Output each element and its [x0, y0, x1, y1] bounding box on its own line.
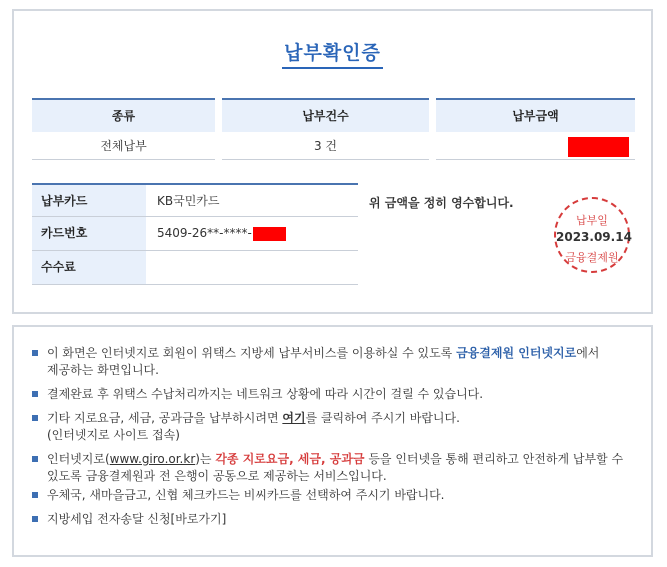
receipt-title: [14, 38, 651, 65]
summary-header-amount: 납부금액: [436, 98, 635, 132]
notice-item-5: [32, 487, 633, 504]
card-number-label: 카드번호: [32, 217, 146, 250]
notice-4-highlight: 각종 지로요금, 세금, 공과금: [215, 452, 365, 466]
notice-list: [32, 345, 633, 528]
amount-redaction: [568, 137, 629, 157]
summary-value-type: 전체납부: [32, 132, 215, 160]
card-value: KB국민카드: [157, 194, 220, 208]
card-info-table: [32, 183, 358, 285]
notice-4-text-mid: )는: [195, 452, 216, 466]
summary-col-count: [222, 98, 429, 160]
notice-item-2: [32, 386, 633, 403]
summary-value-count: 3 건: [222, 132, 429, 160]
fee-value: [146, 251, 358, 284]
giro-site-link[interactable]: 여기: [282, 411, 306, 425]
summary-value-amount: [436, 132, 635, 160]
stamp-date: 2023.09.14: [556, 230, 632, 244]
card-number-redaction: [253, 227, 286, 241]
summary-header-type: 종류: [32, 98, 215, 132]
bullet-icon: [32, 391, 38, 397]
receipt-confirmation-text: 위 금액을 정히 영수합니다.: [369, 196, 514, 210]
notice-5-text: 우체국, 새마을금고, 신협 체크카드는 비씨카드를 선택하여 주시기 바랍니다.: [47, 488, 445, 502]
notice-item-3: [32, 410, 633, 444]
notice-4-text-end: 등을 인터넷을 통해 편리하고 안전하게 납부할 수: [364, 452, 624, 466]
bullet-icon: [32, 456, 38, 462]
e-delivery-link[interactable]: 지방세입 전자송달 신청[바로가기]: [47, 512, 227, 526]
notice-1-highlight: 금융결제원 인터넷지로: [456, 346, 577, 360]
receipt-title-text: 납부확인증: [282, 42, 383, 69]
card-row-number: [32, 217, 358, 251]
bullet-icon: [32, 492, 38, 498]
card-label: 납부카드: [32, 185, 146, 216]
notice-4-text: 인터넷지로(: [47, 452, 110, 466]
notice-panel: [12, 325, 653, 557]
payment-receipt-panel: [12, 9, 653, 314]
notice-3-text-end: 를 클릭하여 주시기 바랍니다.: [305, 411, 460, 425]
stamp-label: 납부일: [576, 214, 608, 227]
payment-date-stamp: [554, 197, 630, 273]
notice-1-text: 이 화면은 인터넷지로 회원이 위택스 지방세 납부서비스를 이용하실 수 있도록: [47, 346, 457, 360]
card-row-fee: [32, 251, 358, 285]
card-row-card: [32, 183, 358, 217]
giro-url-link[interactable]: www.giro.or.kr: [109, 452, 196, 466]
notice-item-6: [32, 511, 633, 528]
payment-summary-table: [32, 98, 635, 160]
notice-1-line2: 제공하는 화면입니다.: [47, 363, 159, 377]
fee-label: 수수료: [32, 251, 146, 284]
notice-4-line2: 있도록 금융결제원과 전 은행이 공동으로 제공하는 서비스입니다.: [47, 469, 387, 483]
notice-2-text: 결제완료 후 위택스 수납처리까지는 네트워크 상황에 따라 시간이 걸릴 수 있습니다.: [47, 387, 484, 401]
notice-3-line2: (인터넷지로 사이트 접속): [47, 428, 180, 442]
summary-col-amount: [436, 98, 635, 160]
card-number-text: 5409-26**-****-: [157, 226, 252, 240]
bullet-icon: [32, 415, 38, 421]
notice-1-text-end: 에서: [576, 346, 600, 360]
bullet-icon: [32, 350, 38, 356]
stamp-issuer: 금융결제원: [565, 251, 619, 264]
notice-item-1: [32, 345, 633, 379]
bullet-icon: [32, 516, 38, 522]
card-number-value: [146, 217, 358, 250]
notice-item-4: [32, 451, 633, 485]
notice-3-text: 기타 지로요금, 세금, 공과금을 납부하시려면: [47, 411, 283, 425]
summary-col-type: [32, 98, 215, 160]
summary-header-count: 납부건수: [222, 98, 429, 132]
